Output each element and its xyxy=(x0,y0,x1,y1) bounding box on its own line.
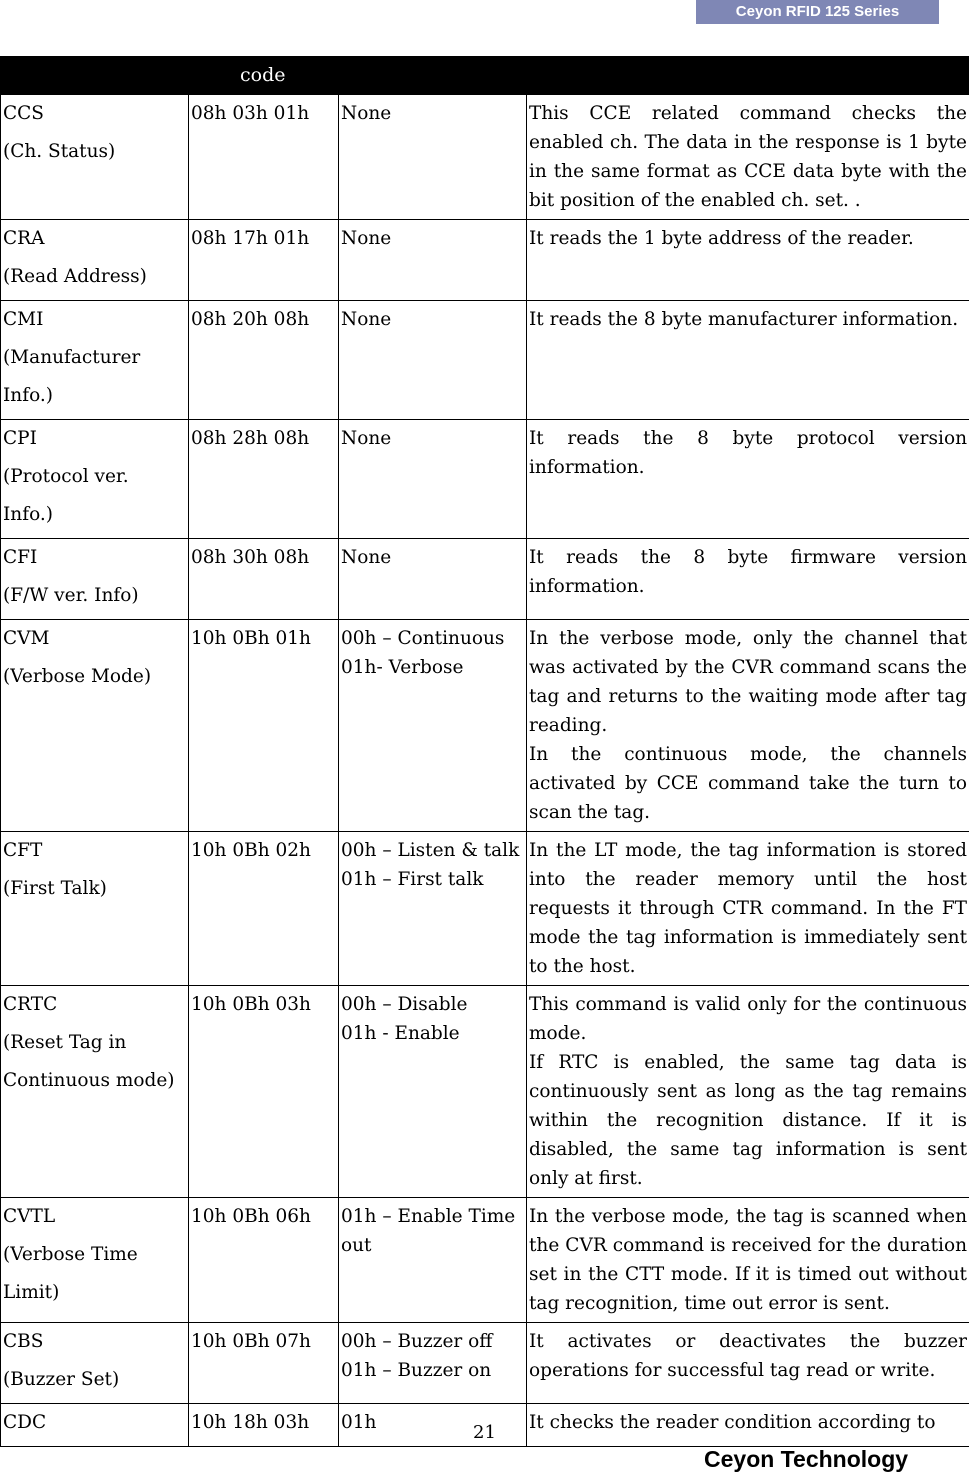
table-row xyxy=(1,420,969,539)
command-name-line: (Read Address) xyxy=(3,266,147,287)
command-desc-line: In the continuous mode, the channels activated by CCE command take the turn to scan the tag. xyxy=(529,744,967,823)
command-desc-cell xyxy=(527,301,969,420)
table-row xyxy=(1,620,969,832)
table-row xyxy=(1,220,969,301)
command-name-line: (Buzzer Set) xyxy=(3,1369,120,1390)
command-name-line: CFI xyxy=(3,547,38,568)
command-name-cell xyxy=(1,1323,189,1404)
command-name-line: Continuous mode) xyxy=(3,1070,175,1091)
series-badge: Ceyon RFID 125 Series xyxy=(696,0,939,24)
command-name-line: (F/W ver. Info) xyxy=(3,585,139,606)
command-desc-cell xyxy=(527,420,969,539)
command-code-cell: 10h 0Bh 06h xyxy=(189,1198,339,1323)
command-code-cell: 08h 30h 08h xyxy=(189,539,339,620)
command-code-cell: 10h 18h 03h xyxy=(189,1404,339,1447)
command-name-line: (Protocol ver. xyxy=(3,466,129,487)
command-code-cell: 10h 0Bh 07h xyxy=(189,1323,339,1404)
table-row xyxy=(1,1323,969,1404)
command-param-line: 00h – Continuous xyxy=(341,628,505,649)
command-code-cell: 10h 0Bh 03h xyxy=(189,986,339,1198)
command-desc-cell xyxy=(527,620,969,832)
command-desc-cell xyxy=(527,832,969,986)
command-code-cell: 10h 0Bh 01h xyxy=(189,620,339,832)
command-code-cell: 08h 20h 08h xyxy=(189,301,339,420)
command-name-line: (Ch. Status) xyxy=(3,141,116,162)
command-name-line: Limit) xyxy=(3,1282,60,1303)
command-desc-line: It checks the reader condition according to xyxy=(529,1412,936,1433)
command-param-cell xyxy=(339,301,527,420)
command-name-cell xyxy=(1,220,189,301)
command-name-line: CDC xyxy=(3,1412,47,1433)
command-name-cell xyxy=(1,539,189,620)
command-name-line: CBS xyxy=(3,1331,44,1352)
command-param-cell xyxy=(339,1323,527,1404)
command-desc-line: It reads the 1 byte address of the reader. xyxy=(529,228,914,249)
table-row xyxy=(1,301,969,420)
command-code-cell: 08h 03h 01h xyxy=(189,95,339,220)
command-name-line: CRTC xyxy=(3,994,58,1015)
command-desc-line: It reads the 8 byte protocol version information. xyxy=(529,428,967,478)
command-desc-cell xyxy=(527,986,969,1198)
command-desc-line: In the verbose mode, the tag is scanned when the CVR command is received for the duration set in the CTT mode. If it is timed out without tag recognition, time out error is sent. xyxy=(529,1206,967,1314)
command-param-line: 01h – Buzzer on xyxy=(341,1360,492,1381)
command-name-line: CVTL xyxy=(3,1206,56,1227)
command-table-body xyxy=(1,95,969,1447)
command-code-cell: 08h 28h 08h xyxy=(189,420,339,539)
command-desc-cell xyxy=(527,95,969,220)
command-name-line: CCS xyxy=(3,103,44,124)
command-name-line: CMI xyxy=(3,309,44,330)
command-desc-cell xyxy=(527,1198,969,1323)
command-param-line: 01h – Enable Time out xyxy=(341,1206,516,1256)
command-name-line: (Reset Tag in xyxy=(3,1032,127,1053)
command-desc-cell xyxy=(527,1323,969,1404)
table-header-label: code xyxy=(240,64,286,86)
command-name-cell xyxy=(1,301,189,420)
command-desc-line: It reads the 8 byte firmware version information. xyxy=(529,547,967,597)
command-name-cell xyxy=(1,620,189,832)
command-param-cell xyxy=(339,832,527,986)
command-name-line: (First Talk) xyxy=(3,878,107,899)
command-param-line: None xyxy=(341,428,392,449)
command-name-line: (Verbose Time xyxy=(3,1244,138,1265)
command-desc-line: This command is valid only for the continuous mode. xyxy=(529,994,967,1044)
command-param-line: 00h – Listen & talk xyxy=(341,840,520,861)
command-param-line: 00h – Disable xyxy=(341,994,468,1015)
command-table xyxy=(0,94,969,1447)
command-param-line: 01h- Verbose xyxy=(341,657,464,678)
command-desc-line: In the verbose mode, only the channel that was activated by the CVR command scans the tag and returns to the waiting mode after tag reading. xyxy=(529,628,967,736)
command-desc-line: It activates or deactivates the buzzer operations for successful tag read or write. xyxy=(529,1331,967,1381)
command-name-cell xyxy=(1,832,189,986)
command-param-line: None xyxy=(341,228,392,249)
command-param-cell xyxy=(339,420,527,539)
command-name-cell xyxy=(1,986,189,1198)
command-name-line: Info.) xyxy=(3,385,53,406)
command-code-cell: 10h 0Bh 02h xyxy=(189,832,339,986)
command-code-cell: 08h 17h 01h xyxy=(189,220,339,301)
footer-company: Ceyon Technology xyxy=(704,1446,909,1472)
command-name-line: CPI xyxy=(3,428,37,449)
page-number: 21 xyxy=(473,1422,496,1443)
command-name-cell xyxy=(1,95,189,220)
command-desc-line: It reads the 8 byte manufacturer information. xyxy=(529,309,959,330)
command-name-line: CVM xyxy=(3,628,50,649)
command-param-line: None xyxy=(341,103,392,124)
table-row xyxy=(1,986,969,1198)
command-param-cell xyxy=(339,95,527,220)
command-param-line: 00h – Buzzer off xyxy=(341,1331,493,1352)
command-param-line: None xyxy=(341,309,392,330)
command-name-line: (Manufacturer xyxy=(3,347,141,368)
command-desc-cell xyxy=(527,220,969,301)
table-row xyxy=(1,95,969,220)
command-desc-line: This CCE related command checks the enabled ch. The data in the response is 1 byte in the same format as CCE data byte with the bit position of the enabled ch. set. . xyxy=(529,103,967,211)
command-name-line: CFT xyxy=(3,840,43,861)
command-desc-line: If RTC is enabled, the same tag data is continuously sent as long as the tag remains within the recognition distance. If it is disabled, the same tag information is sent only at first. xyxy=(529,1052,967,1189)
command-param-cell xyxy=(339,539,527,620)
command-name-cell xyxy=(1,420,189,539)
command-name-line: Info.) xyxy=(3,504,53,525)
command-name-line: CRA xyxy=(3,228,45,249)
command-param-line: None xyxy=(341,547,392,568)
command-param-line: 01h – First talk xyxy=(341,869,484,890)
command-param-cell xyxy=(339,1198,527,1323)
command-desc-line: In the LT mode, the tag information is stored into the reader memory until the host requests it through CTR command. In the FT mode the tag information is immediately sent to the host. xyxy=(529,840,967,977)
command-param-line: 01h - Enable xyxy=(341,1023,460,1044)
table-row xyxy=(1,539,969,620)
command-name-cell xyxy=(1,1198,189,1323)
table-row xyxy=(1,1198,969,1323)
command-desc-cell xyxy=(527,539,969,620)
table-header-bar xyxy=(0,56,969,94)
command-param-line: 01h xyxy=(341,1412,377,1433)
command-param-cell xyxy=(339,220,527,301)
command-name-line: (Verbose Mode) xyxy=(3,666,152,687)
command-param-cell xyxy=(339,986,527,1198)
table-row xyxy=(1,832,969,986)
command-param-cell xyxy=(339,620,527,832)
